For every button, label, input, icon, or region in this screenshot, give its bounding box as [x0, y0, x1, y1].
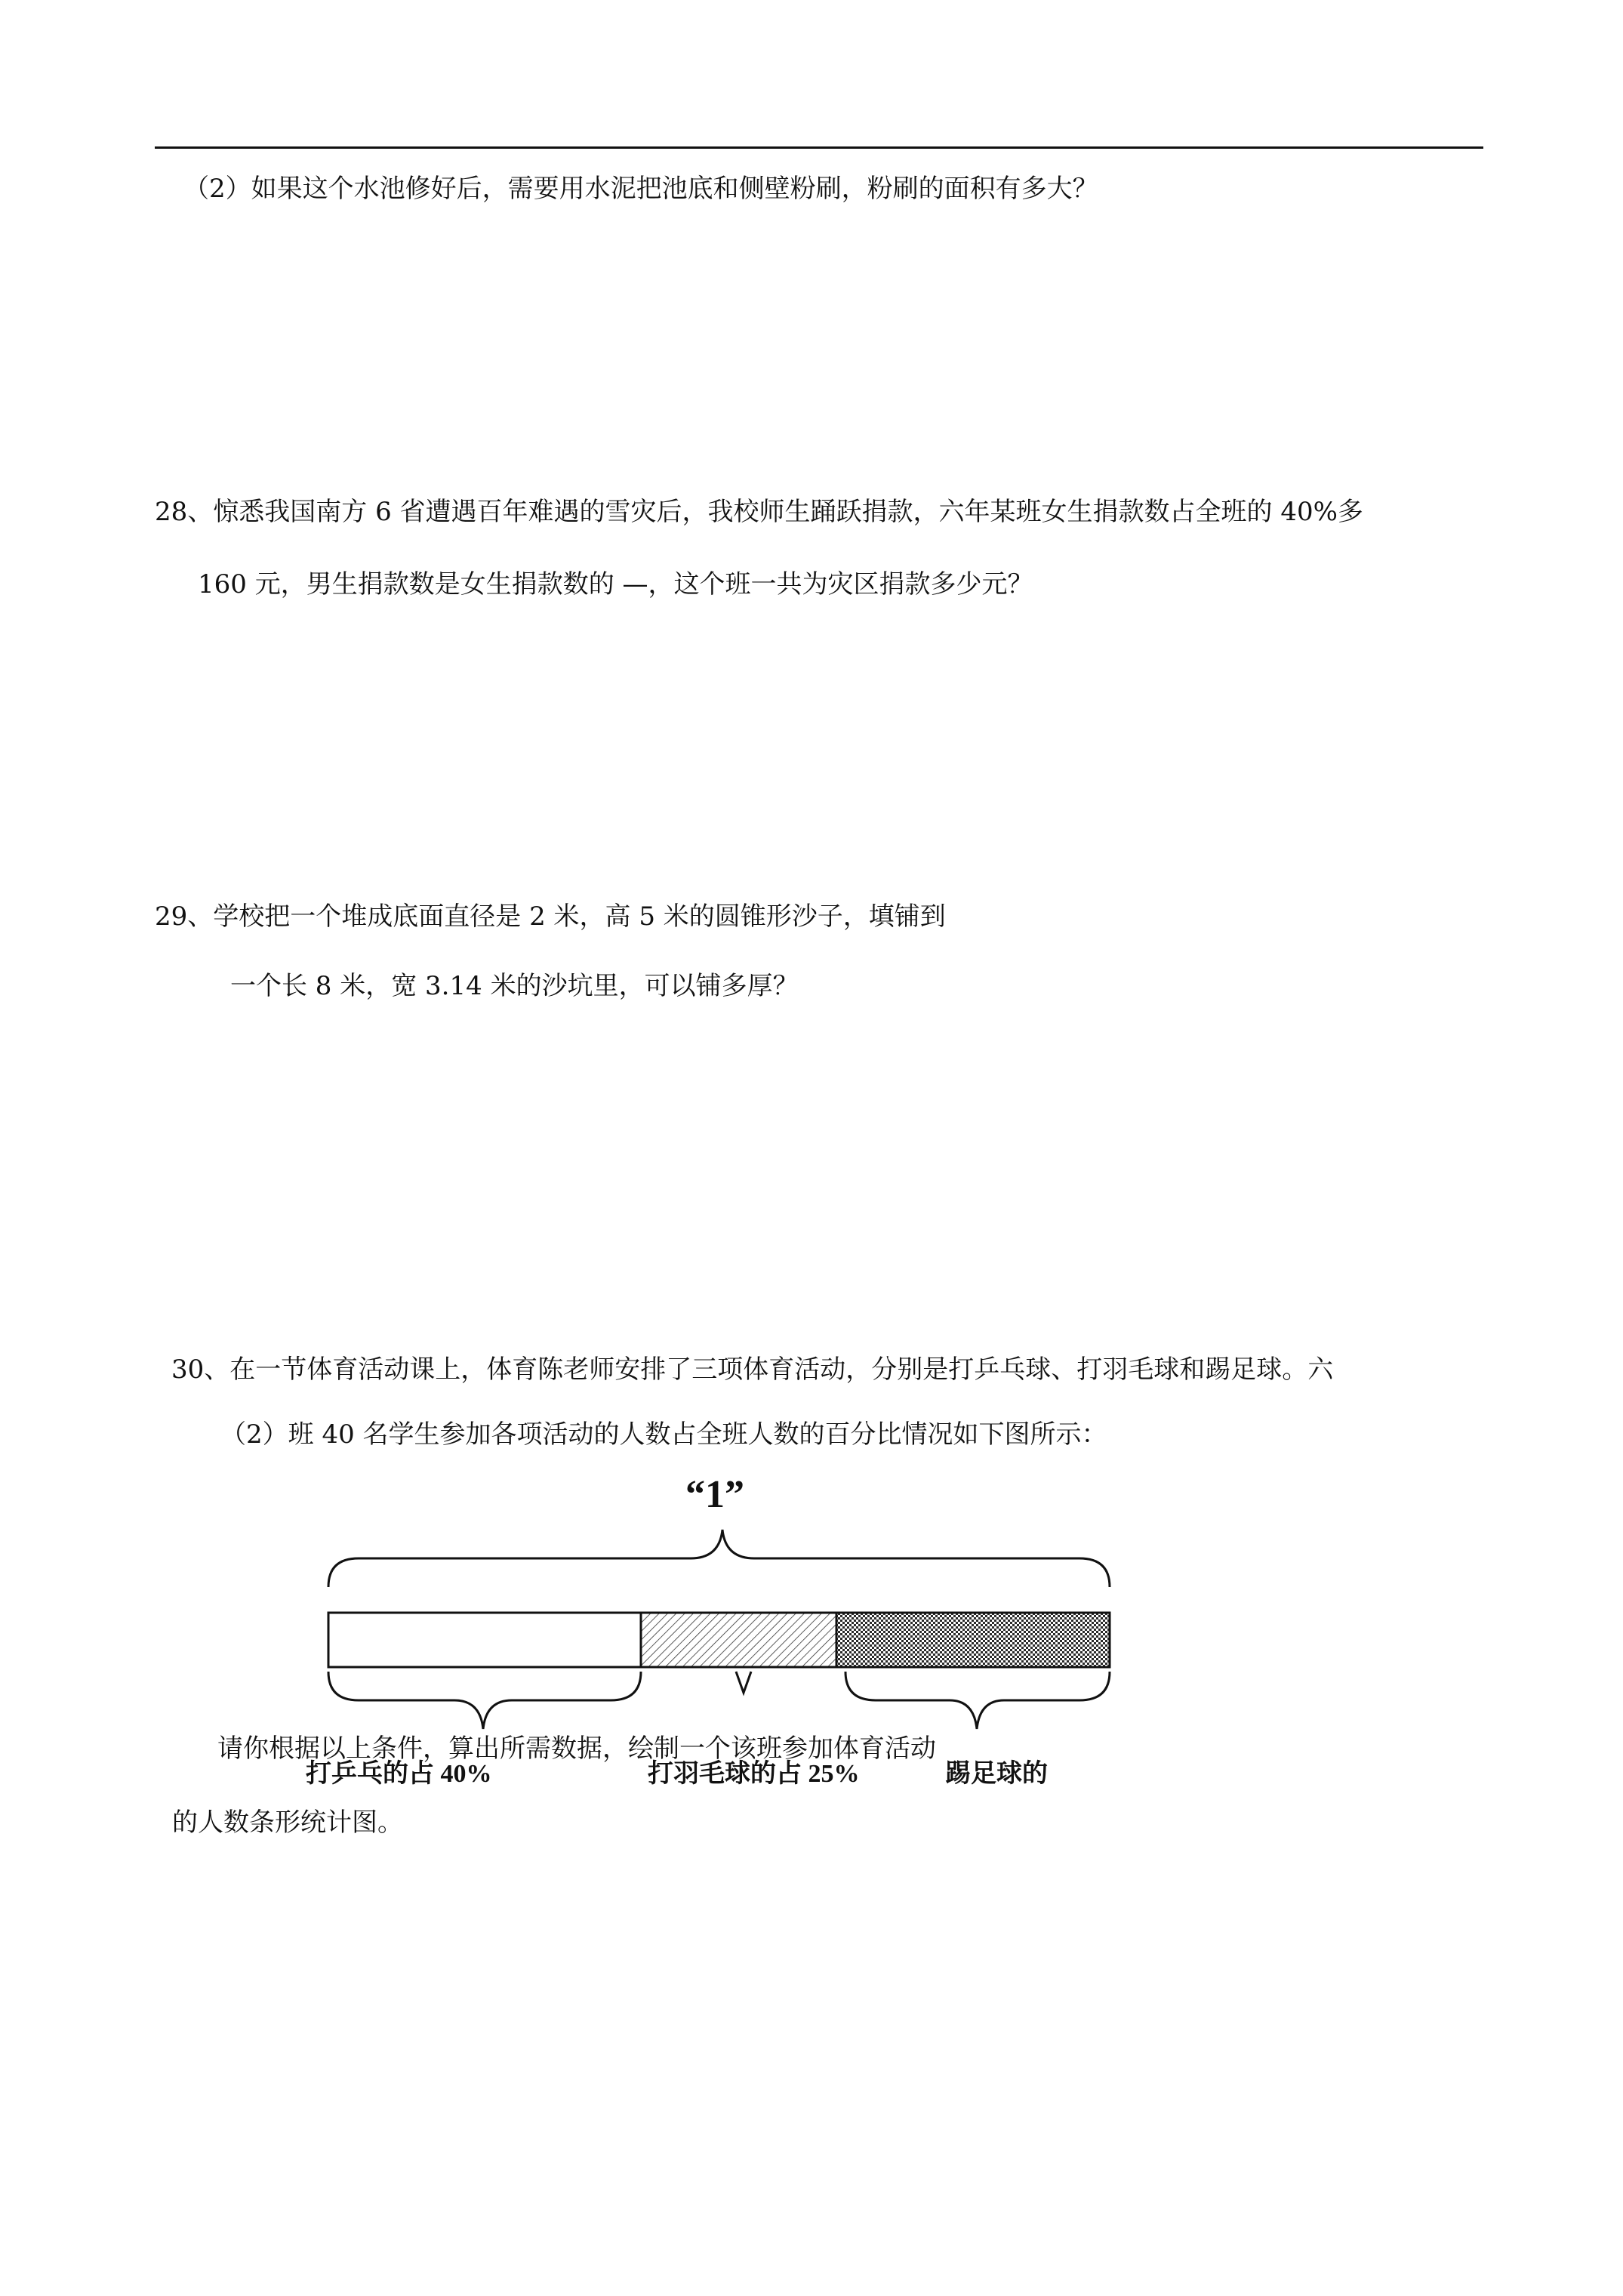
q30-line2: （2）班 40 名学生参加各项活动的人数占全班人数的百分比情况如下图所示：	[220, 1419, 1107, 1450]
top-brace	[328, 1530, 1110, 1587]
q29-line1: 29、学校把一个堆成底面直径是 2 米，高 5 米的圆锥形沙子，填铺到	[155, 901, 946, 932]
total-one-label: “1”	[685, 1473, 744, 1516]
q30-line4: 的人数条形统计图。	[172, 1808, 403, 1838]
brace-badminton	[736, 1672, 751, 1693]
bar-segment-badminton	[641, 1613, 836, 1667]
q28-line1: 28、惊悉我国南方 6 省遭遇百年难遇的雪灾后，我校师生踊跃捐款，六年某班女生捐款数占全班的 40%多	[155, 497, 1363, 527]
q29-line2: 一个长 8 米，宽 3.14 米的沙坑里，可以铺多厚？	[230, 971, 799, 1001]
q27-part2-text: （2）如果这个水池修好后，需要用水泥把池底和侧壁粉刷，粉刷的面积有多大？	[183, 174, 1098, 204]
brace-pingpong	[328, 1672, 641, 1729]
bar-segment-pingpong	[328, 1613, 641, 1667]
bar-segment-football	[836, 1613, 1110, 1667]
label-badminton: 打羽毛球的占 25%	[648, 1760, 860, 1788]
label-pingpong: 打乒乓的占 40%	[306, 1760, 492, 1788]
q30-line3: 请你根据以上条件，算出所需数据，绘制一个该班参加体育活动	[217, 1734, 936, 1764]
label-football: 踢足球的	[945, 1760, 1048, 1788]
brace-football	[845, 1672, 1110, 1729]
q30-line1: 30、在一节体育活动课上，体育陈老师安排了三项体育活动，分别是打乒乓球、打羽毛球和踢足球。六	[171, 1354, 1334, 1385]
q28-line2: 160 元，男生捐款数是女生捐款数的 —，这个班一共为灾区捐款多少元？	[198, 569, 1033, 599]
